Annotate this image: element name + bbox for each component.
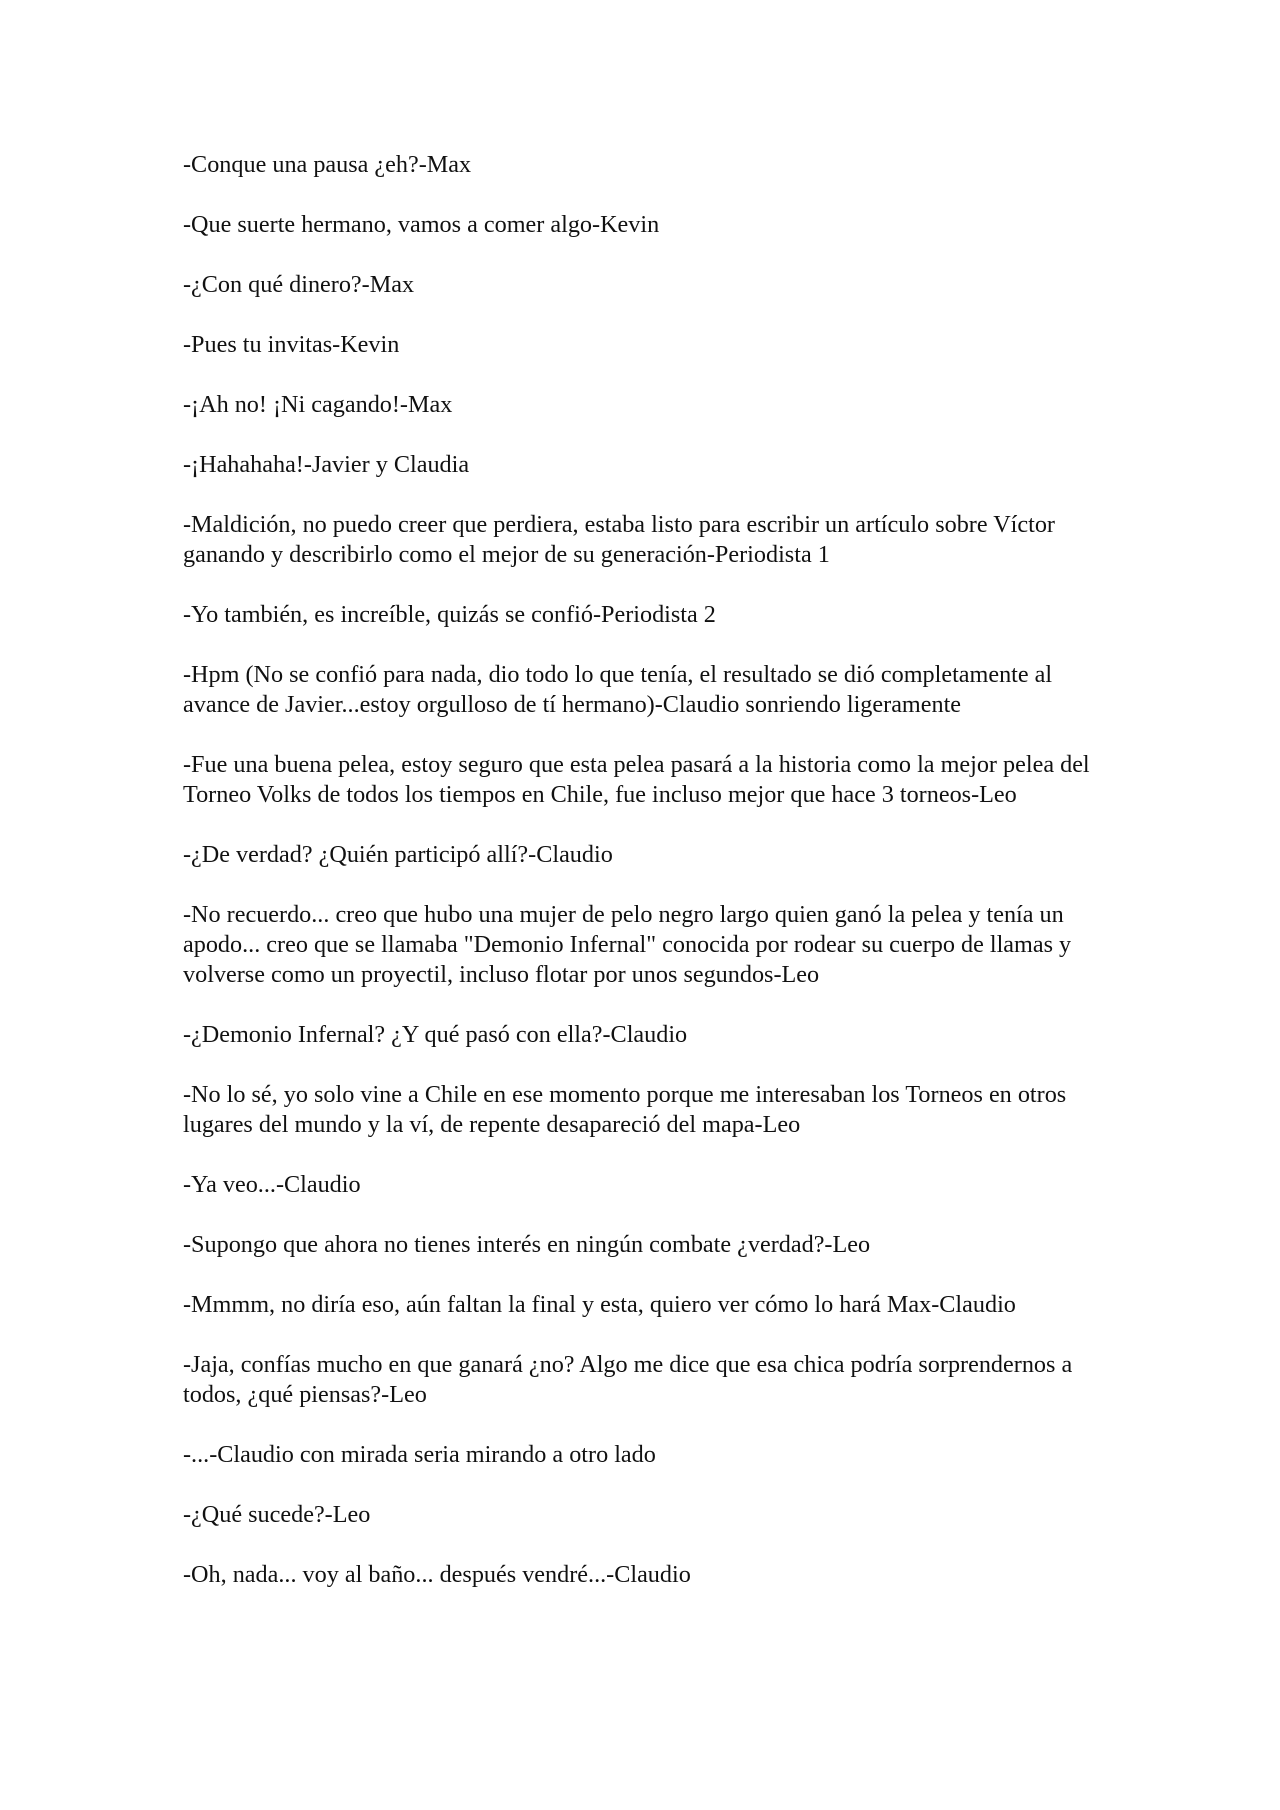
paragraph: -¿Qué sucede?-Leo xyxy=(183,1501,371,1528)
paragraph: -No lo sé, yo solo vine a Chile en ese momento porque me interesaban los Torneos en otros lugares del mundo y la ví, de repente desapareció del mapa-Leo xyxy=(183,1081,1067,1138)
paragraph: -¿De verdad? ¿Quién participó allí?-Claudio xyxy=(183,841,613,868)
paragraph: -Mmmm, no diría eso, aún faltan la final y esta, quiero ver cómo lo hará Max-Claudio xyxy=(183,1291,1016,1318)
paragraph: -Conque una pausa ¿eh?-Max xyxy=(183,151,472,178)
paragraph: -Supongo que ahora no tienes interés en ningún combate ¿verdad?-Leo xyxy=(183,1231,871,1258)
paragraph: -Fue una buena pelea, estoy seguro que esta pelea pasará a la historia como la mejor pelea del Torneo Volks de todos los tiempos en Chile, fue incluso mejor que hace 3 torneos-Leo xyxy=(183,751,1090,808)
paragraph: -Yo también, es increíble, quizás se confió-Periodista 2 xyxy=(183,601,716,628)
paragraph: -¡Hahahaha!-Javier y Claudia xyxy=(183,451,470,478)
paragraph: -Jaja, confías mucho en que ganará ¿no? Algo me dice que esa chica podría sorprendernos a todos, ¿qué piensas?-Leo xyxy=(183,1351,1073,1408)
paragraph: -¡Ah no! ¡Ni cagando!-Max xyxy=(183,391,453,418)
paragraph: -¿Con qué dinero?-Max xyxy=(183,271,415,298)
paragraph: -Que suerte hermano, vamos a comer algo-Kevin xyxy=(183,211,660,238)
paragraph: -Pues tu invitas-Kevin xyxy=(183,331,400,358)
paragraph: -Ya veo...-Claudio xyxy=(183,1171,361,1198)
paragraph: -Maldición, no puedo creer que perdiera, estaba listo para escribir un artículo sobre Víctor ganando y describirlo como el mejor de su generación-Periodista 1 xyxy=(183,511,1055,568)
paragraph: -Oh, nada... voy al baño... después vendré...-Claudio xyxy=(183,1561,691,1588)
paragraph: -Hpm (No se confió para nada, dio todo lo que tenía, el resultado se dió completamente al avance de Javier...estoy orgulloso de tí hermano)-Claudio sonriendo ligeramente xyxy=(183,661,1053,718)
dialogue-text xyxy=(183,150,1103,1620)
paragraph: -¿Demonio Infernal? ¿Y qué pasó con ella?-Claudio xyxy=(183,1021,688,1048)
paragraph: -No recuerdo... creo que hubo una mujer de pelo negro largo quien ganó la pelea y tenía un apodo... creo que se llamaba "Demonio Infernal" conocida por rodear su cuerpo de llamas y volverse como un proyectil, incluso flotar por unos segundos-Leo xyxy=(183,901,1072,988)
paragraph: -...-Claudio con mirada seria mirando a otro lado xyxy=(183,1441,656,1468)
